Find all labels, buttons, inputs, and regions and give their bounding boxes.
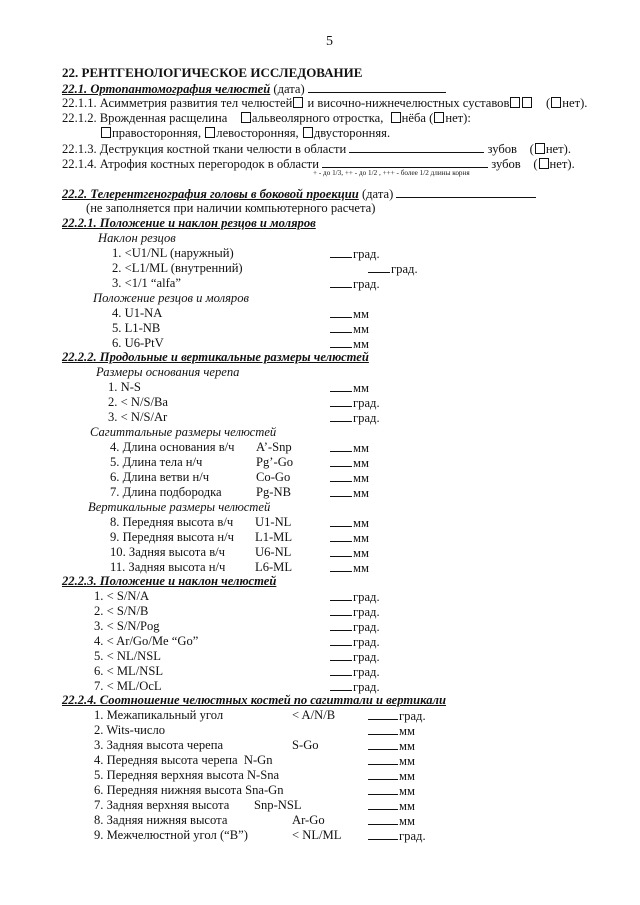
row-u1-nl: 1. <U1/NL (наружный) [112,246,234,260]
orthopantomography-line [62,81,446,97]
vertical-heading: Вертикальные размеры челюстей [88,500,271,514]
row-n-s: 1. N-S [108,380,141,394]
row-s-n-pog: 3. < S/N/Pog [94,619,160,633]
cleft-no-label: нет): [445,111,471,125]
atrophy-legend-note: + - до 1/3, ++ - до 1/2 , +++ - более 1/2 длины корня [313,169,470,177]
row-interapical-code: < A/N/B [292,708,336,722]
row-wits-unit: мм [399,724,415,738]
row-l1-ml-field[interactable] [368,261,390,273]
row-ml-nsl-unit: град. [353,665,380,679]
row-nl-nsl: 5. < NL/NSL [94,649,161,663]
row-u6-nl-height-unit: мм [353,546,369,560]
row-n-gn-unit: мм [399,754,415,768]
row-ar-go-me-value [330,634,380,650]
row-pg-go-unit: мм [353,456,369,470]
row-sna-gn-label: 6. Передняя нижняя высота [94,783,242,797]
row-interapical: 1. Межапикальный угол [94,708,224,722]
row-ml-nsl-value [330,664,380,680]
asymmetry-tmj-label: и височно-нижнечелюстных суставов [307,96,510,110]
row-ar-go-field[interactable] [368,813,398,825]
row-n-s-ar-field[interactable] [330,410,352,422]
row-ar-go-me-field[interactable] [330,634,352,646]
row-l1-ml-height-code: L1-ML [255,530,293,544]
row-s-n-b: 2. < S/N/B [94,604,149,618]
row-snp-nsl-unit: мм [399,799,415,813]
row-nl-ml-unit: град. [399,829,426,843]
row-nl-nsl-field[interactable] [330,649,352,661]
cleft-no-checkbox[interactable] [434,112,444,123]
row-s-n-a-unit: град. [353,590,380,604]
row-s-n-b-field[interactable] [330,604,352,616]
row-u1-nl-height-code: U1-NL [255,515,292,529]
row-co-go-value [330,470,369,486]
skull-base-heading: Размеры основания черепа [96,365,240,379]
row-l1-ml-height-value [330,530,369,546]
row-n-s-ar-unit: град. [353,411,380,425]
asymmetry-no-checkbox[interactable] [551,97,561,108]
cleft-bilateral-checkbox[interactable] [303,127,313,138]
row-s-go-unit: мм [399,739,415,753]
row-n-s-ba: 2. < N/S/Ba [108,395,168,409]
row-u6-nl-height-value [330,545,369,561]
row-pg-nb: 7. Длина подбородка [110,485,222,499]
row-snp-nsl: 7. Задняя верхняя высота [94,798,230,812]
jaw-relation-title: 22.2.4. Соотношение челюстных костей по сагиттали и вертикали [62,693,447,707]
atrophy-area-field[interactable] [322,156,488,168]
teleroentgenography-date-field[interactable] [396,186,536,198]
cleft-bilateral-label: двусторонняя. [313,126,391,140]
row-s-go: 3. Задняя высота черепа [94,738,224,752]
row-n-s-ar: 3. < N/S/Ar [108,410,168,424]
row-u1-na-unit: мм [353,307,369,321]
teleroentgenography-title: 22.2. Телерентгенография головы в боковой проекции [62,187,359,201]
row-u1-nl-unit: град. [353,247,380,261]
row-ml-ocl-unit: град. [353,680,380,694]
cleft-alveolar-checkbox[interactable] [241,112,251,123]
asymmetry-jaw-checkbox[interactable] [293,97,303,108]
row-alfa-unit: град. [353,277,380,291]
row-s-n-pog-unit: град. [353,620,380,634]
row-wits: 2. Wits-число [94,723,166,737]
row-n-s-unit: мм [353,381,369,395]
row-l6-ml-height: 11. Задняя высота н/ч [110,560,226,574]
row-s-go-code: S-Go [292,738,319,752]
row-n-sna-label: 5. Передняя верхняя высота [94,768,244,782]
orthopantomography-date-label: (дата) [273,82,305,96]
row-nl-ml: 9. Межчелюстной угол (“B”) [94,828,248,842]
row-snp-nsl-value [368,798,415,814]
row-co-go-code: Co-Go [256,470,291,484]
row-u1-nl-height-field[interactable] [330,515,352,527]
teleroentgenography-date-label: (дата) [361,187,394,201]
row-u6-ptv: 6. U6-PtV [112,336,164,350]
asymmetry-line: 22.1.1. Асимметрия развития тел челюстей и височно-нижнечелюстных суставов ( нет). [62,96,588,110]
incisor-inclination-heading: Наклон резцов [98,231,176,245]
row-l1-nb-unit: мм [353,322,369,336]
row-pg-nb-unit: мм [353,486,369,500]
row-interapical-field[interactable] [368,708,398,720]
cleft-left-label: левосторонняя, [216,126,299,140]
row-l1-ml-height: 9. Передняя высота н/ч [110,530,234,544]
cleft-palate-label: нёба ( [401,111,434,125]
row-s-n-pog-field[interactable] [330,619,352,631]
row-pg-go: 5. Длина тела н/ч [110,455,203,469]
row-co-go: 6. Длина ветви н/ч [110,470,210,484]
row-sna-gn-value [368,783,415,799]
row-l6-ml-height-value [330,560,369,576]
asymmetry-no-label: нет). [562,96,588,110]
row-a-snp-value [330,440,369,456]
teleroentgenography-note: (не заполняется при наличии компьютерного расчета) [86,201,376,215]
row-co-go-field[interactable] [330,470,352,482]
row-u6-ptv-unit: мм [353,337,369,351]
row-n-s-ar-value [330,410,380,426]
destruction-no-label: нет). [545,142,571,156]
row-pg-go-value [330,455,369,471]
row-u1-nl-height-value [330,515,369,531]
row-u1-nl-field[interactable] [330,246,352,258]
row-interapical-unit: град. [399,709,426,723]
row-u1-na: 4. U1-NA [112,306,163,320]
row-u1-na-field[interactable] [330,306,352,318]
row-n-s-ba-value [330,395,380,411]
row-n-gn [94,753,273,768]
row-s-n-a-field[interactable] [330,589,352,601]
row-ar-go-me: 4. < Ar/Go/Me “Go” [94,634,199,648]
atrophy-line: 22.1.4. Атрофия костных перегородок в области зубов ( нет). [62,157,575,171]
row-s-n-b-value [330,604,380,620]
asymmetry-tmj-checkbox-2[interactable] [522,97,532,108]
row-ar-go: 8. Задняя нижняя высота [94,813,228,827]
row-n-sna-code: N-Sna [246,768,280,782]
row-s-n-pog-value [330,619,380,635]
orthopantomography-date-field[interactable] [308,81,446,93]
row-l1-nb: 5. L1-NB [112,321,161,335]
row-ar-go-code: Ar-Go [292,813,325,827]
row-co-go-unit: мм [353,471,369,485]
row-n-sna [94,768,279,783]
destruction-label: 22.1.3. Деструкция костной ткани челюсти в области [62,142,347,156]
cleft-side-line [100,126,390,141]
row-l6-ml-height-field[interactable] [330,560,352,572]
sagittal-heading: Сагиттальные размеры челюстей [90,425,277,439]
row-nl-ml-value [368,828,426,844]
row-n-s-ba-unit: град. [353,396,380,410]
row-wits-value [368,723,415,739]
row-u6-nl-height-field[interactable] [330,545,352,557]
row-wits-field[interactable] [368,723,398,735]
row-a-snp-unit: мм [353,441,369,455]
row-l1-ml-value [368,261,418,277]
row-u1-nl-value [330,246,380,262]
row-ml-ocl-field[interactable] [330,679,352,691]
row-pg-nb-code: Pg-NB [256,485,291,499]
row-u1-nl-height: 8. Передняя высота в/ч [110,515,234,529]
row-u1-nl-height-unit: мм [353,516,369,530]
row-n-gn-field[interactable] [368,753,398,765]
row-n-sna-unit: мм [399,769,415,783]
incisors-molars-title: 22.2.1. Положение и наклон резцов и моляров [62,216,316,230]
row-l1-ml-height-unit: мм [353,531,369,545]
row-s-go-value [368,738,415,754]
row-sna-gn-code: Sna-Gn [245,783,284,797]
row-s-n-a: 1. < S/N/A [94,589,150,603]
row-l1-ml-unit: град. [391,262,418,276]
row-n-s-field[interactable] [330,380,352,392]
destruction-area-field[interactable] [349,141,484,153]
cleft-right-checkbox[interactable] [101,127,111,138]
row-snp-nsl-code: Snp-NSL [254,798,302,812]
row-ar-go-me-unit: град. [353,635,380,649]
row-a-snp-field[interactable] [330,440,352,452]
row-u6-nl-height-code: U6-NL [255,545,292,559]
row-alfa-value [330,276,380,292]
incisor-position-heading: Положение резцов и моляров [93,291,249,305]
row-nl-nsl-unit: град. [353,650,380,664]
cleft-left-checkbox[interactable] [205,127,215,138]
destruction-no-checkbox[interactable] [535,143,545,154]
row-n-sna-field[interactable] [368,768,398,780]
row-nl-ml-field[interactable] [368,828,398,840]
cleft-line [62,111,471,126]
row-a-snp-code: A’-Snp [256,440,292,454]
atrophy-label: 22.1.4. Атрофия костных перегородок в области [62,157,319,171]
row-l1-ml: 2. <L1/ML (внутренний) [112,261,243,275]
asymmetry-label: 22.1.1. Асимметрия развития тел челюстей [62,96,293,110]
row-ar-go-value [368,813,415,829]
row-l6-ml-height-unit: мм [353,561,369,575]
row-alfa: 3. <1/1 “alfa” [112,276,181,290]
row-a-snp: 4. Длина основания в/ч [110,440,235,454]
page-number: 5 [326,34,333,49]
cleft-right-label: правосторонняя, [112,126,202,140]
row-s-n-a-value [330,589,380,605]
row-pg-nb-value [330,485,369,501]
orthopantomography-title: 22.1. Ортопантомография челюстей [62,82,271,96]
row-n-gn-label: 4. Передняя высота черепа [94,753,238,767]
atrophy-teeth-label: зубов [491,157,521,171]
row-s-n-b-unit: град. [353,605,380,619]
row-interapical-value [368,708,426,724]
row-snp-nsl-field[interactable] [368,798,398,810]
cleft-palate-checkbox[interactable] [391,112,401,123]
row-pg-go-field[interactable] [330,455,352,467]
row-n-s-value [330,380,369,396]
asymmetry-tmj-checkbox-1[interactable] [510,97,520,108]
row-n-gn-code: N-Gn [243,753,273,767]
row-u1-na-value [330,306,369,322]
section-title: 22. РЕНТГЕНОЛОГИЧЕСКОЕ ИССЛЕДОВАНИЕ [62,65,363,80]
row-nl-ml-code: < NL/ML [292,828,342,842]
row-n-sna-value [368,768,415,784]
row-l1-nb-value [330,321,369,337]
row-s-go-field[interactable] [368,738,398,750]
row-n-s-ba-field[interactable] [330,395,352,407]
row-l6-ml-height-code: L6-ML [255,560,293,574]
row-ml-ocl: 7. < ML/OcL [94,679,162,693]
row-sna-gn-field[interactable] [368,783,398,795]
row-l1-nb-field[interactable] [330,321,352,333]
row-pg-go-code: Pg’-Go [256,455,294,469]
row-u6-nl-height: 10. Задняя высота в/ч [110,545,225,559]
atrophy-no-checkbox[interactable] [539,158,549,169]
cleft-label: 22.1.2. Врожденная расщелина [62,111,228,125]
row-sna-gn [94,783,284,798]
teleroentgenography-line [62,186,536,202]
row-u6-ptv-field[interactable] [330,336,352,348]
atrophy-no-label: нет). [549,157,575,171]
row-ml-nsl: 6. < ML/NSL [94,664,164,678]
row-ar-go-unit: мм [399,814,415,828]
destruction-teeth-label: зубов [487,142,518,156]
destruction-line: 22.1.3. Деструкция костной ткани челюсти в области зубов ( нет). [62,142,571,156]
jaw-position-title: 22.2.3. Положение и наклон челюстей [62,574,277,588]
cleft-alveolar-label: альвеолярного отростка, [251,111,384,125]
row-l1-ml-height-field[interactable] [330,530,352,542]
jaw-dimensions-title: 22.2.2. Продольные и вертикальные размеры челюстей [62,350,369,364]
row-alfa-field[interactable] [330,276,352,288]
row-n-gn-value [368,753,415,769]
row-ml-nsl-field[interactable] [330,664,352,676]
row-pg-nb-field[interactable] [330,485,352,497]
row-sna-gn-unit: мм [399,784,415,798]
row-nl-nsl-value [330,649,380,665]
